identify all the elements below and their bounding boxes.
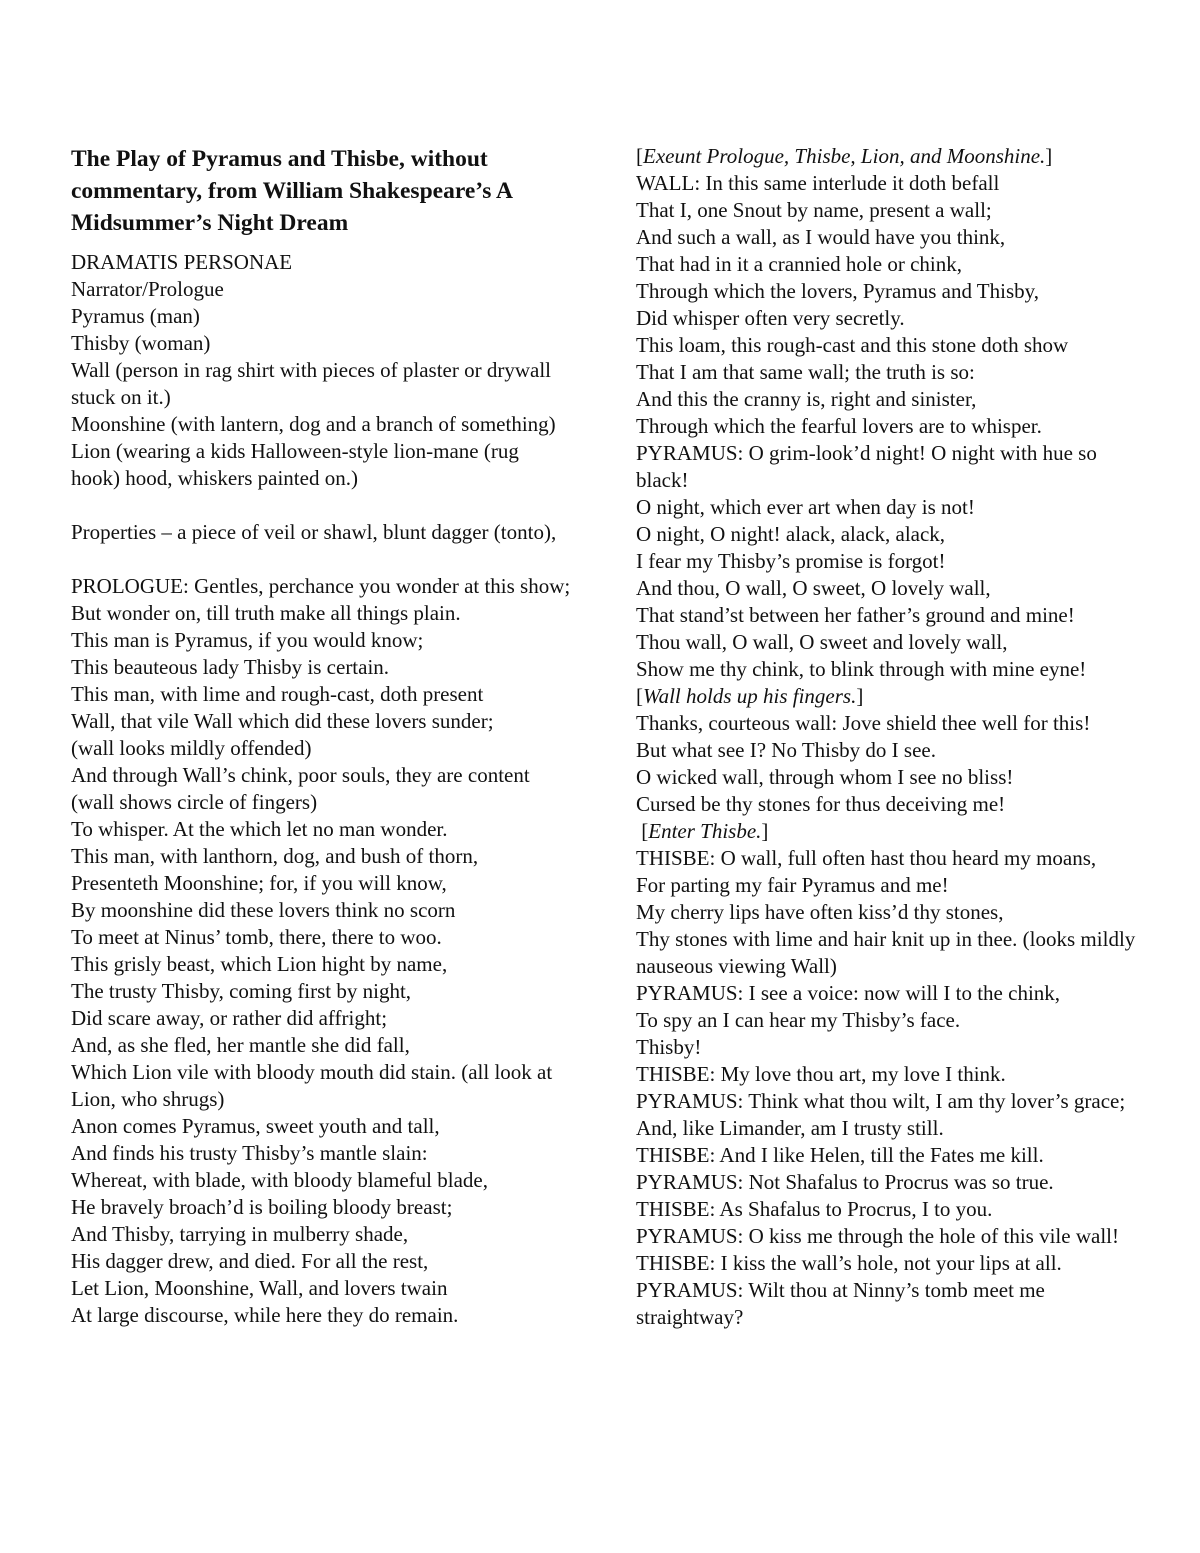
stage-direction-exeunt-text: Exeunt Prologue, Thisbe, Lion, and Moonshine.	[643, 144, 1046, 168]
left-column	[71, 143, 571, 1329]
text-line: I fear my Thisby’s promise is forgot!	[636, 549, 946, 573]
text-line: O wicked wall, through whom I see no bliss!	[636, 765, 1014, 789]
wall-speech	[636, 170, 1151, 440]
text-line: This man, with lanthorn, dog, and bush of thorn,	[71, 844, 479, 868]
text-line: PYRAMUS: Not Shafalus to Procrus was so true.	[636, 1170, 1054, 1194]
text-line: At large discourse, while here they do remain.	[71, 1303, 459, 1327]
text-line: Wall, that vile Wall which did these lovers sunder;	[71, 709, 494, 733]
text-line: And thou, O wall, O sweet, O lovely wall,	[636, 576, 991, 600]
text-line: The trusty Thisby, coming first by night,	[71, 979, 412, 1003]
text-line: He bravely broach’d is boiling bloody breast;	[71, 1195, 453, 1219]
text-line: To meet at Ninus’ tomb, there, there to woo.	[71, 925, 442, 949]
stage-direction-enter-text: Enter Thisbe.	[648, 819, 762, 843]
text-line: THISBE: And I like Helen, till the Fates me kill.	[636, 1143, 1044, 1167]
text-line: THISBE: I kiss the wall’s hole, not your lips at all.	[636, 1251, 1062, 1275]
text-line: For parting my fair Pyramus and me!	[636, 873, 949, 897]
text-line: This grisly beast, which Lion hight by name,	[71, 952, 448, 976]
text-line: THISBE: O wall, full often hast thou heard my moans,	[636, 846, 1097, 870]
pyramus-speech-2	[636, 710, 1151, 818]
text-line: But wonder on, till truth make all things plain.	[71, 601, 461, 625]
properties-line: Properties – a piece of veil or shawl, blunt dagger (tonto),	[71, 520, 557, 544]
text-line: Thisby!	[636, 1035, 702, 1059]
text-line: PYRAMUS: O grim-look’d night! O night with hue so black!	[636, 441, 1097, 492]
text-line: By moonshine did these lovers think no scorn	[71, 898, 456, 922]
text-line: O night, which ever art when day is not!	[636, 495, 975, 519]
text-line: To spy an I can hear my Thisby’s face.	[636, 1008, 961, 1032]
text-line: PYRAMUS: Wilt thou at Ninny’s tomb meet me straightway?	[636, 1278, 1045, 1329]
text-line: Let Lion, Moonshine, Wall, and lovers twain	[71, 1276, 448, 1300]
text-line: And Thisby, tarrying in mulberry shade,	[71, 1222, 409, 1246]
text-line: His dagger drew, and died. For all the rest,	[71, 1249, 429, 1273]
text-line: That had in it a crannied hole or chink,	[636, 252, 962, 276]
text-line: Presenteth Moonshine; for, if you will know,	[71, 871, 447, 895]
text-line: Thy stones with lime and hair knit up in thee. (looks mildly nauseous viewing Wall)	[636, 927, 1136, 978]
text-line: THISBE: As Shafalus to Procrus, I to you.	[636, 1197, 993, 1221]
text-line: Cursed be thy stones for thus deceiving me!	[636, 792, 1006, 816]
text-line: That I, one Snout by name, present a wall;	[636, 198, 992, 222]
text-line: And, as she fled, her mantle she did fall,	[71, 1033, 410, 1057]
dialogue	[636, 845, 1151, 1331]
text-line: Did scare away, or rather did affright;	[71, 1006, 388, 1030]
text-line: PYRAMUS: I see a voice: now will I to the chink,	[636, 981, 1061, 1005]
text-line: Did whisper often very secretly.	[636, 306, 905, 330]
text-line: That stand’st between her father’s ground and mine!	[636, 603, 1075, 627]
document-title: The Play of Pyramus and Thisbe, without commentary, from William Shakespeare’s A Midsummer’s Night Dream	[71, 146, 512, 236]
text-line: Which Lion vile with bloody mouth did stain. (all look at Lion, who shrugs)	[71, 1060, 553, 1111]
text-line: Wall (person in rag shirt with pieces of plaster or drywall stuck on it.)	[71, 358, 552, 409]
right-column	[636, 143, 1151, 1331]
text-line: THISBE: My love thou art, my love I think.	[636, 1062, 1006, 1086]
text-line: PYRAMUS: Think what thou wilt, I am thy lover’s grace;	[636, 1089, 1126, 1113]
stage-direction-exeunt: [Exeunt Prologue, Thisbe, Lion, and Moonshine.]	[636, 144, 1053, 168]
text-line: But what see I? No Thisby do I see.	[636, 738, 936, 762]
text-line: WALL: In this same interlude it doth befall	[636, 171, 1000, 195]
text-line: And such a wall, as I would have you think,	[636, 225, 1006, 249]
text-line: (wall looks mildly offended)	[71, 736, 312, 760]
text-line: Thanks, courteous wall: Jove shield thee well for this!	[636, 711, 1091, 735]
text-line: PYRAMUS: O kiss me through the hole of this vile wall!	[636, 1224, 1119, 1248]
text-line: Pyramus (man)	[71, 304, 200, 328]
text-line: Through which the lovers, Pyramus and Thisby,	[636, 279, 1040, 303]
text-line: Narrator/Prologue	[71, 277, 224, 301]
text-line: Thou wall, O wall, O sweet and lovely wall,	[636, 630, 1008, 654]
text-line: Whereat, with blade, with bloody blameful blade,	[71, 1168, 488, 1192]
text-line: Moonshine (with lantern, dog and a branch of something)	[71, 412, 556, 436]
personae-list	[71, 276, 571, 492]
text-line: This man is Pyramus, if you would know;	[71, 628, 424, 652]
stage-direction-wall-fingers-text: Wall holds up his fingers.	[643, 684, 857, 708]
text-line: PROLOGUE: Gentles, perchance you wonder at this show;	[71, 574, 571, 598]
personae-heading: DRAMATIS PERSONAE	[71, 250, 293, 274]
text-line: And, like Limander, am I trusty still.	[636, 1116, 944, 1140]
pyramus-speech	[636, 440, 1151, 683]
text-line: My cherry lips have often kiss’d thy stones,	[636, 900, 1004, 924]
text-line: This man, with lime and rough-cast, doth present	[71, 682, 484, 706]
text-line: This loam, this rough-cast and this stone doth show	[636, 333, 1069, 357]
text-line: And through Wall’s chink, poor souls, they are content (wall shows circle of fingers)	[71, 763, 530, 814]
text-line: That I am that same wall; the truth is so:	[636, 360, 975, 384]
text-line: Through which the fearful lovers are to whisper.	[636, 414, 1042, 438]
text-line: Anon comes Pyramus, sweet youth and tall,	[71, 1114, 440, 1138]
text-line: And finds his trusty Thisby’s mantle slain:	[71, 1141, 428, 1165]
text-line: And this the cranny is, right and sinister,	[636, 387, 977, 411]
text-line: Lion (wearing a kids Halloween-style lion-mane (rug hook) hood, whiskers painted on.)	[71, 439, 519, 490]
text-line: Show me thy chink, to blink through with mine eyne!	[636, 657, 1087, 681]
stage-direction-enter: [Enter Thisbe.]	[636, 819, 769, 843]
stage-direction-wall-fingers: [Wall holds up his fingers.]	[636, 684, 864, 708]
text-line: O night, O night! alack, alack, alack,	[636, 522, 946, 546]
prologue-speech	[71, 573, 571, 1329]
text-line: Thisby (woman)	[71, 331, 211, 355]
text-line: This beauteous lady Thisby is certain.	[71, 655, 390, 679]
text-line: To whisper. At the which let no man wonder.	[71, 817, 448, 841]
